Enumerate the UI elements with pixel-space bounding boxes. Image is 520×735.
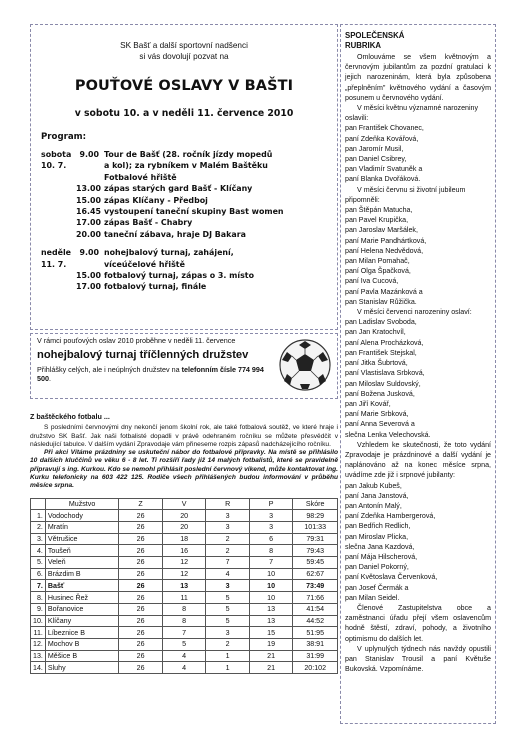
event-text: fotbalový turnaj, zápas o 3. místo: [104, 271, 254, 281]
table-cell: 10: [249, 568, 293, 580]
table-cell: Měšice B: [45, 650, 118, 662]
column-intro: Omlouváme se všem květnovým a červnovým jubilantům za pozdní gratulaci k jejich narozeninám, která byla způsobena „přeplněním" květnového vydání a časovým posunem u červnového vydání.: [345, 53, 491, 102]
august-jubilants: [345, 481, 491, 603]
event-text: vystoupení taneční skupiny Bast women: [104, 207, 284, 217]
event-time: 15.00: [76, 195, 101, 205]
column-condolence: V uplynulých týdnech nás navždy opustili pan Stanislav Trousil a paní Květuše Bukovská. Vzpomínáme.: [345, 644, 491, 674]
table-cell: 4: [206, 568, 249, 580]
table-cell: 3: [249, 510, 293, 522]
table-cell: Brázdim B: [45, 568, 118, 580]
table-cell: 3: [249, 522, 293, 534]
table-row: [31, 510, 338, 522]
august-intro: Vzhledem ke skutečnosti, že toto vydání Zpravodaje je prázdninové a další vydání je naplánováno až na konec měsíce srpna, uvádíme zde již i srpnové jubilanty:: [345, 440, 491, 480]
jubilant-name: paní Anna Severová a: [345, 420, 415, 429]
event-text: Tour de Bašť (28. ročník jízdy mopedů a kol); za rybníkem v Malém Baštěku Fotbalové hřiště: [104, 150, 273, 182]
table-cell: 26: [119, 627, 163, 639]
table-cell: Líbeznice B: [45, 627, 118, 639]
table-cell: 6.: [31, 568, 46, 580]
table-cell: 2.: [31, 522, 46, 534]
table-cell: 13: [249, 603, 293, 615]
column-title-line-2: RUBRIKA: [345, 40, 381, 50]
column-title-line-1: SPOLEČENSKÁ: [345, 31, 405, 40]
program-event: [76, 217, 327, 228]
table-cell: Bořanovice: [45, 603, 118, 615]
table-cell: 21: [249, 662, 293, 674]
table-cell: 8: [162, 615, 206, 627]
jubilant-name: pan Stanislav Růžička.: [345, 297, 417, 306]
table-cell: 10.: [31, 615, 46, 627]
table-cell: 26: [119, 580, 163, 592]
table-cell: 3: [206, 627, 249, 639]
table-row: [31, 627, 338, 639]
table-row: [31, 603, 338, 615]
table-cell: 5: [162, 638, 206, 650]
program-day-label: sobota 10. 7.: [41, 150, 72, 171]
table-cell: 6: [249, 533, 293, 545]
table-cell: 12.: [31, 638, 46, 650]
table-cell: 5: [206, 615, 249, 627]
table-cell: 7: [206, 557, 249, 569]
column-header: Z: [119, 498, 163, 510]
event-text: zápas Klíčany - Předboj: [104, 195, 208, 205]
table-cell: 26: [119, 557, 163, 569]
table-cell: 26: [119, 510, 163, 522]
article-paragraph-1: S posledními červnovými dny nekončí jenom školní rok, ale také fotbalová soutěž, ve které hraje i družstvo SK Bašť. Jak naši fotbalisté dopadli v právě odehraném ročníku se můžete přesvědčit v následující tabulce. V dalším vydání Zpravodaje vám přineseme rozpis zápasů nadcházejícího ročníku.: [30, 424, 338, 448]
table-cell: Veleň: [45, 557, 118, 569]
jubilant-name: paní Mája Hilscherová,: [345, 552, 418, 561]
table-cell: 8.: [31, 592, 46, 604]
table-cell: 4: [162, 650, 206, 662]
table-cell: 11.: [31, 627, 46, 639]
table-cell: Větrušice: [45, 533, 118, 545]
table-cell: 79:43: [293, 545, 338, 557]
jubilant-name: pan Pavel Krupička,: [345, 216, 409, 225]
july-jubilants: [345, 317, 491, 439]
table-cell: 51:95: [293, 627, 338, 639]
table-row: [31, 522, 338, 534]
table-cell: 5.: [31, 557, 46, 569]
event-time: 16.45: [76, 207, 101, 217]
event-time: 17.00: [76, 218, 101, 228]
table-cell: 26: [119, 568, 163, 580]
event-time: 9.00: [79, 248, 99, 258]
event-text: nohejbalový turnaj, zahájení, víceúčelové hřiště: [104, 248, 234, 269]
table-cell: 73:49: [293, 580, 338, 592]
jubilant-name: pan Bedřich Redlich,: [345, 522, 411, 531]
column-header: Skóre: [293, 498, 338, 510]
table-cell: 20: [162, 522, 206, 534]
table-cell: 2: [206, 533, 249, 545]
invitation-intro: [41, 41, 327, 62]
table-cell: 15: [249, 627, 293, 639]
intro-line-2: si vás dovolují pozvat na: [139, 51, 229, 61]
invitation-title: POUŤOVÉ OSLAVY V BAŠTI: [74, 78, 294, 94]
table-cell: 13: [162, 580, 206, 592]
table-cell: 26: [119, 615, 163, 627]
column-header: V: [162, 498, 206, 510]
table-cell: 79:31: [293, 533, 338, 545]
football-article: [30, 413, 338, 491]
jubilant-name: pan Vladimír Svatuněk a: [345, 165, 423, 174]
table-row: [31, 662, 338, 674]
program-label: Program:: [41, 132, 87, 142]
table-cell: Mratín: [45, 522, 118, 534]
jubilant-name: pan Milan Pomahač,: [345, 257, 410, 266]
event-text: zápas Bašť - Chabry: [104, 218, 193, 228]
nohejbal-promo-box: [30, 333, 338, 399]
jubilant-name: paní Jitka Šubrtová,: [345, 359, 408, 368]
program-day-label: neděle 11. 7.: [41, 248, 72, 269]
table-row: [31, 615, 338, 627]
table-cell: 26: [119, 603, 163, 615]
table-cell: 26: [119, 638, 163, 650]
promo-contact-end: .: [49, 374, 51, 383]
event-time: 13.00: [76, 184, 101, 194]
table-cell: 3: [206, 580, 249, 592]
jubilant-name: pan Jaromír Musil,: [345, 144, 404, 153]
table-row: [31, 650, 338, 662]
jubilant-name: pan Josef Čermák a: [345, 583, 409, 592]
table-cell: 13.: [31, 650, 46, 662]
table-cell: 3: [206, 510, 249, 522]
table-cell: 16: [162, 545, 206, 557]
table-cell: 18: [162, 533, 206, 545]
jubilant-name: paní Alena Procházková,: [345, 338, 424, 347]
column-header: [31, 498, 46, 510]
program-day: [41, 247, 327, 293]
table-row: [31, 557, 338, 569]
july-label: V měsíci červenci narozeniny oslaví:: [357, 308, 472, 317]
jubilant-name: paní Vlastislava Srbková,: [345, 369, 425, 378]
column-title: [345, 31, 491, 50]
jubilant-name: pan Jaroslav Maršálek,: [345, 226, 418, 235]
table-body: [31, 510, 338, 674]
jubilant-name: paní Zdeňka Kovářová,: [345, 134, 419, 143]
table-cell: 10: [249, 592, 293, 604]
jubilant-name: pan František Stejskal,: [345, 348, 417, 357]
program-events: [76, 149, 327, 240]
event-text: taneční zábava, hraje DJ Bakara: [104, 229, 246, 239]
jubilant-name: pan Antonín Malý,: [345, 501, 402, 510]
jubilant-name: paní Marie Pandhártková,: [345, 236, 427, 245]
jubilant-name: paní Olga Špačková,: [345, 267, 411, 276]
jubilant-name: pan Jan Kratochvíl,: [345, 328, 406, 337]
table-cell: 10: [249, 580, 293, 592]
jubilant-name: paní Helena Nedvědová,: [345, 246, 424, 255]
football-icon: [278, 338, 332, 392]
program-event: [76, 270, 327, 281]
june-jubilants: [345, 205, 491, 307]
event-time: 9.00: [79, 150, 99, 159]
table-row: [31, 580, 338, 592]
table-cell: 98:29: [293, 510, 338, 522]
table-cell: 1: [206, 662, 249, 674]
jubilant-name: paní Pavla Mazánková a: [345, 287, 423, 296]
column-header: R: [206, 498, 249, 510]
jubilant-name: paní Zdeňka Hambergerová,: [345, 512, 436, 521]
jubilant-name: paní Iva Cucová,: [345, 277, 399, 286]
table-cell: 5: [206, 603, 249, 615]
program-day: [41, 149, 327, 240]
intro-line-1: SK Bašť a další sportovní nadšenci: [120, 41, 248, 50]
table-cell: 21: [249, 650, 293, 662]
jubilant-name: pan Daniel Pokorný,: [345, 563, 409, 572]
event-text: fotbalový turnaj, finále: [104, 282, 207, 292]
may-jubilants: [345, 123, 491, 184]
table-cell: Sluhy: [45, 662, 118, 674]
table-cell: 7: [249, 557, 293, 569]
promo-contact: [37, 365, 267, 383]
table-cell: 9.: [31, 603, 46, 615]
jubilant-name: pan František Chovanec,: [345, 124, 424, 133]
invitation-box: [30, 24, 338, 330]
program-event: [76, 206, 327, 217]
table-cell: 7.: [31, 580, 46, 592]
program-event: [76, 183, 327, 194]
table-row: [31, 638, 338, 650]
event-time: 15.00: [76, 271, 101, 281]
table-cell: 101:33: [293, 522, 338, 534]
event-time: 17.00: [76, 282, 101, 292]
jubilant-name: pan Jiří Kovář,: [345, 399, 391, 408]
table-cell: 26: [119, 545, 163, 557]
table-cell: 8: [249, 545, 293, 557]
jubilant-name: paní Blanka Dvořáková.: [345, 175, 421, 184]
table-cell: 12: [162, 557, 206, 569]
program-event: [76, 149, 327, 183]
table-cell: Klíčany: [45, 615, 118, 627]
table-cell: 14.: [31, 662, 46, 674]
table-cell: 71:66: [293, 592, 338, 604]
table-cell: 31:99: [293, 650, 338, 662]
jubilant-name: paní Jana Janstová,: [345, 491, 409, 500]
table-cell: 7: [162, 627, 206, 639]
program-event: [76, 281, 327, 292]
table-cell: 13: [249, 615, 293, 627]
jubilant-name: paní Květoslava Červenková,: [345, 573, 438, 582]
table-cell: 3.: [31, 533, 46, 545]
table-cell: 26: [119, 533, 163, 545]
program-events: [76, 247, 327, 293]
article-paragraph-2: Při akci Vítáme prázdniny se uskuteční nábor do fotbalové přípravky. Na místě se přihlásilo 10 dalších kluččinů ve věku 6 - 8 let. Ti rozšíří řady již 14 malých fotbalistů, které se pravidelně připravují s ing. Kurkou. Kdo se nemohl přihlásit poslední červnový víkend, může kontaktovat ing. Kurku telefonicky na 603 422 125. Rodiče všech přihlášených budou informování v průběhu měsíce srpna.: [30, 449, 338, 490]
jubilant-name: paní Božena Jusková,: [345, 389, 415, 398]
promo-contact-text: Přihlášky celých, ale i neúplných družstev na: [37, 365, 182, 374]
table-row: [31, 568, 338, 580]
promo-headline: nohejbalový turnaj tříčlenných družstev: [37, 349, 249, 361]
promo-line-1: V rámci pouťových oslav 2010 proběhne v neděli 11. července: [37, 336, 236, 345]
jubilant-name: pan Daniel Csibrey,: [345, 155, 407, 164]
table-cell: 26: [119, 662, 163, 674]
jubilant-name: slečna Lenka Velechovská.: [345, 430, 431, 439]
jubilant-name: pan Ladislav Svoboda,: [345, 318, 417, 327]
june-label: V měsíci červnu si životní jubileum připomněli:: [345, 185, 466, 204]
table-cell: Toušeň: [45, 545, 118, 557]
promo-phone: telefonním čísle 774 994 500: [37, 365, 264, 383]
table-cell: 11: [162, 592, 206, 604]
table-cell: Husinec Řež: [45, 592, 118, 604]
table-cell: 4: [162, 662, 206, 674]
event-time: 20.00: [76, 229, 101, 239]
program-event: [76, 229, 327, 240]
table-cell: 59:45: [293, 557, 338, 569]
program-event: [76, 247, 327, 270]
table-cell: 12: [162, 568, 206, 580]
jubilant-name: pan Milan Seidel.: [345, 593, 400, 602]
table-cell: 26: [119, 650, 163, 662]
may-label: V měsíci květnu významné narozeniny oslavili:: [345, 104, 479, 123]
table-cell: Mochov B: [45, 638, 118, 650]
table-row: [31, 533, 338, 545]
table-cell: 41:54: [293, 603, 338, 615]
jubilant-name: pan Miloslav Suldovský,: [345, 379, 421, 388]
table-cell: 44:52: [293, 615, 338, 627]
table-row: [31, 592, 338, 604]
table-cell: 8: [162, 603, 206, 615]
table-cell: 62:67: [293, 568, 338, 580]
table-cell: 2: [206, 638, 249, 650]
jubilant-name: slečna Jana Kazdová,: [345, 542, 415, 551]
table-cell: 20:102: [293, 662, 338, 674]
table-cell: 3: [206, 522, 249, 534]
table-cell: 20: [162, 510, 206, 522]
league-standings-table: [30, 498, 338, 674]
table-cell: 1: [206, 650, 249, 662]
table-header-row: [31, 498, 338, 510]
table-cell: 4.: [31, 545, 46, 557]
table-cell: 1.: [31, 510, 46, 522]
jubilant-name: paní Marie Srbková,: [345, 410, 409, 419]
table-cell: Bašť: [45, 580, 118, 592]
invitation-date: v sobotu 10. a v neděli 11. července 2010: [74, 108, 294, 119]
table-cell: 5: [206, 592, 249, 604]
program-event: [76, 195, 327, 206]
column-wishes: Členové Zastupitelstva obce a zaměstnanci úřadu přejí všem oslavencům hodně štěstí, zdraví, pohody, a životního optimismu do dalších let.: [345, 603, 491, 643]
table-cell: 26: [119, 592, 163, 604]
table-cell: 19: [249, 638, 293, 650]
column-body: [345, 52, 491, 674]
program-schedule: [41, 149, 327, 293]
table-row: [31, 545, 338, 557]
column-header: Mužstvo: [45, 498, 118, 510]
social-column: [340, 24, 496, 724]
jubilant-name: pan Štěpán Matucha,: [345, 206, 413, 215]
jubilant-name: pan Jakub Kubeš,: [345, 481, 402, 490]
table-cell: 38:91: [293, 638, 338, 650]
table-cell: 2: [206, 545, 249, 557]
table-cell: Vodochody: [45, 510, 118, 522]
event-text: zápas starých gard Bašť - Klíčany: [104, 184, 253, 194]
jubilant-name: pan Miroslav Plicka,: [345, 532, 409, 541]
article-heading: Z baštěckého fotbalu ...: [30, 412, 110, 421]
left-column: [30, 24, 338, 674]
column-header: P: [249, 498, 293, 510]
table-cell: 26: [119, 522, 163, 534]
